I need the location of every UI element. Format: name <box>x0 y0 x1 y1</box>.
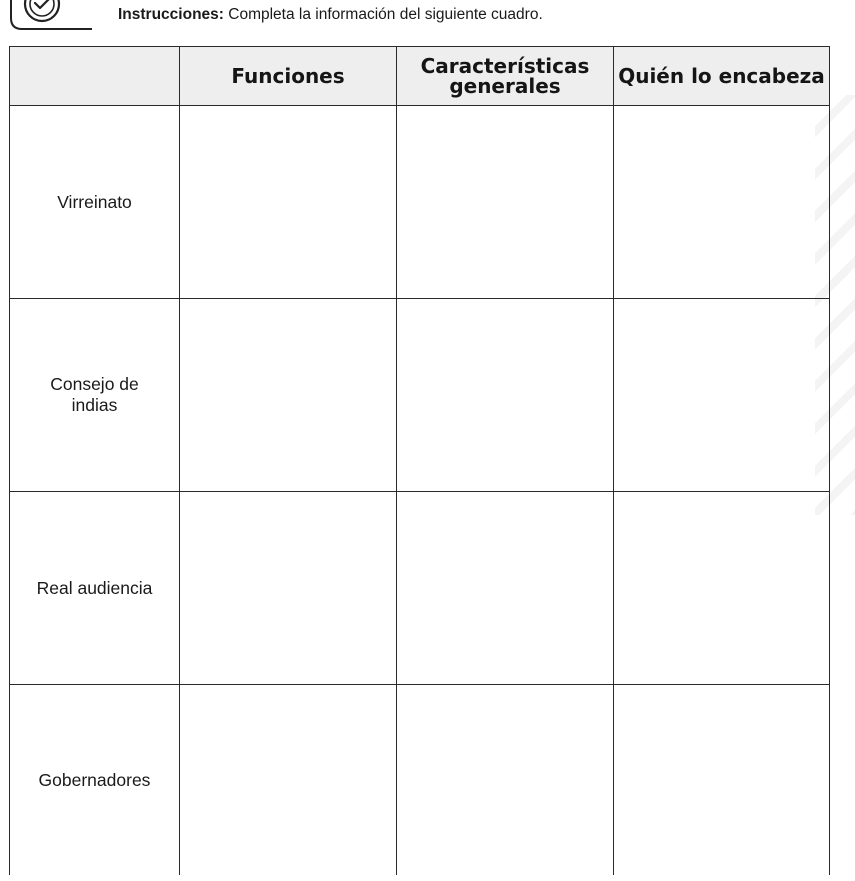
answer-cell[interactable] <box>180 685 397 876</box>
header-funciones: Funciones <box>180 47 397 106</box>
table-row <box>10 492 830 685</box>
header-caracteristicas: Características generales <box>397 47 614 106</box>
answer-cell[interactable] <box>397 685 614 876</box>
table-row <box>10 299 830 492</box>
header-quien-lo-encabeza: Quién lo encabeza <box>614 47 830 106</box>
answer-cell[interactable] <box>180 299 397 492</box>
answer-cell[interactable] <box>397 299 614 492</box>
table-row <box>10 106 830 299</box>
instructions-label: Instrucciones: <box>118 6 224 23</box>
answer-cell[interactable] <box>397 106 614 299</box>
row-label-gobernadores: Gobernadores <box>10 685 180 876</box>
table-row <box>10 685 830 876</box>
instructions-body: Completa la información del siguiente cuadro. <box>228 6 543 23</box>
row-label-real-audiencia: Real audiencia <box>10 492 180 685</box>
instructions-bar <box>0 0 855 36</box>
check-badge-icon <box>6 0 94 36</box>
header-corner <box>10 47 180 106</box>
answer-cell[interactable] <box>180 492 397 685</box>
answer-cell[interactable] <box>614 685 830 876</box>
answer-cell[interactable] <box>397 492 614 685</box>
info-table <box>9 46 830 875</box>
header-row <box>10 47 830 106</box>
row-label-virreinato: Virreinato <box>10 106 180 299</box>
answer-cell[interactable] <box>614 492 830 685</box>
row-label-consejo-de-indias: Consejo de indias <box>10 299 180 492</box>
answer-cell[interactable] <box>180 106 397 299</box>
answer-cell[interactable] <box>614 106 830 299</box>
instructions-text <box>118 6 543 24</box>
answer-cell[interactable] <box>614 299 830 492</box>
